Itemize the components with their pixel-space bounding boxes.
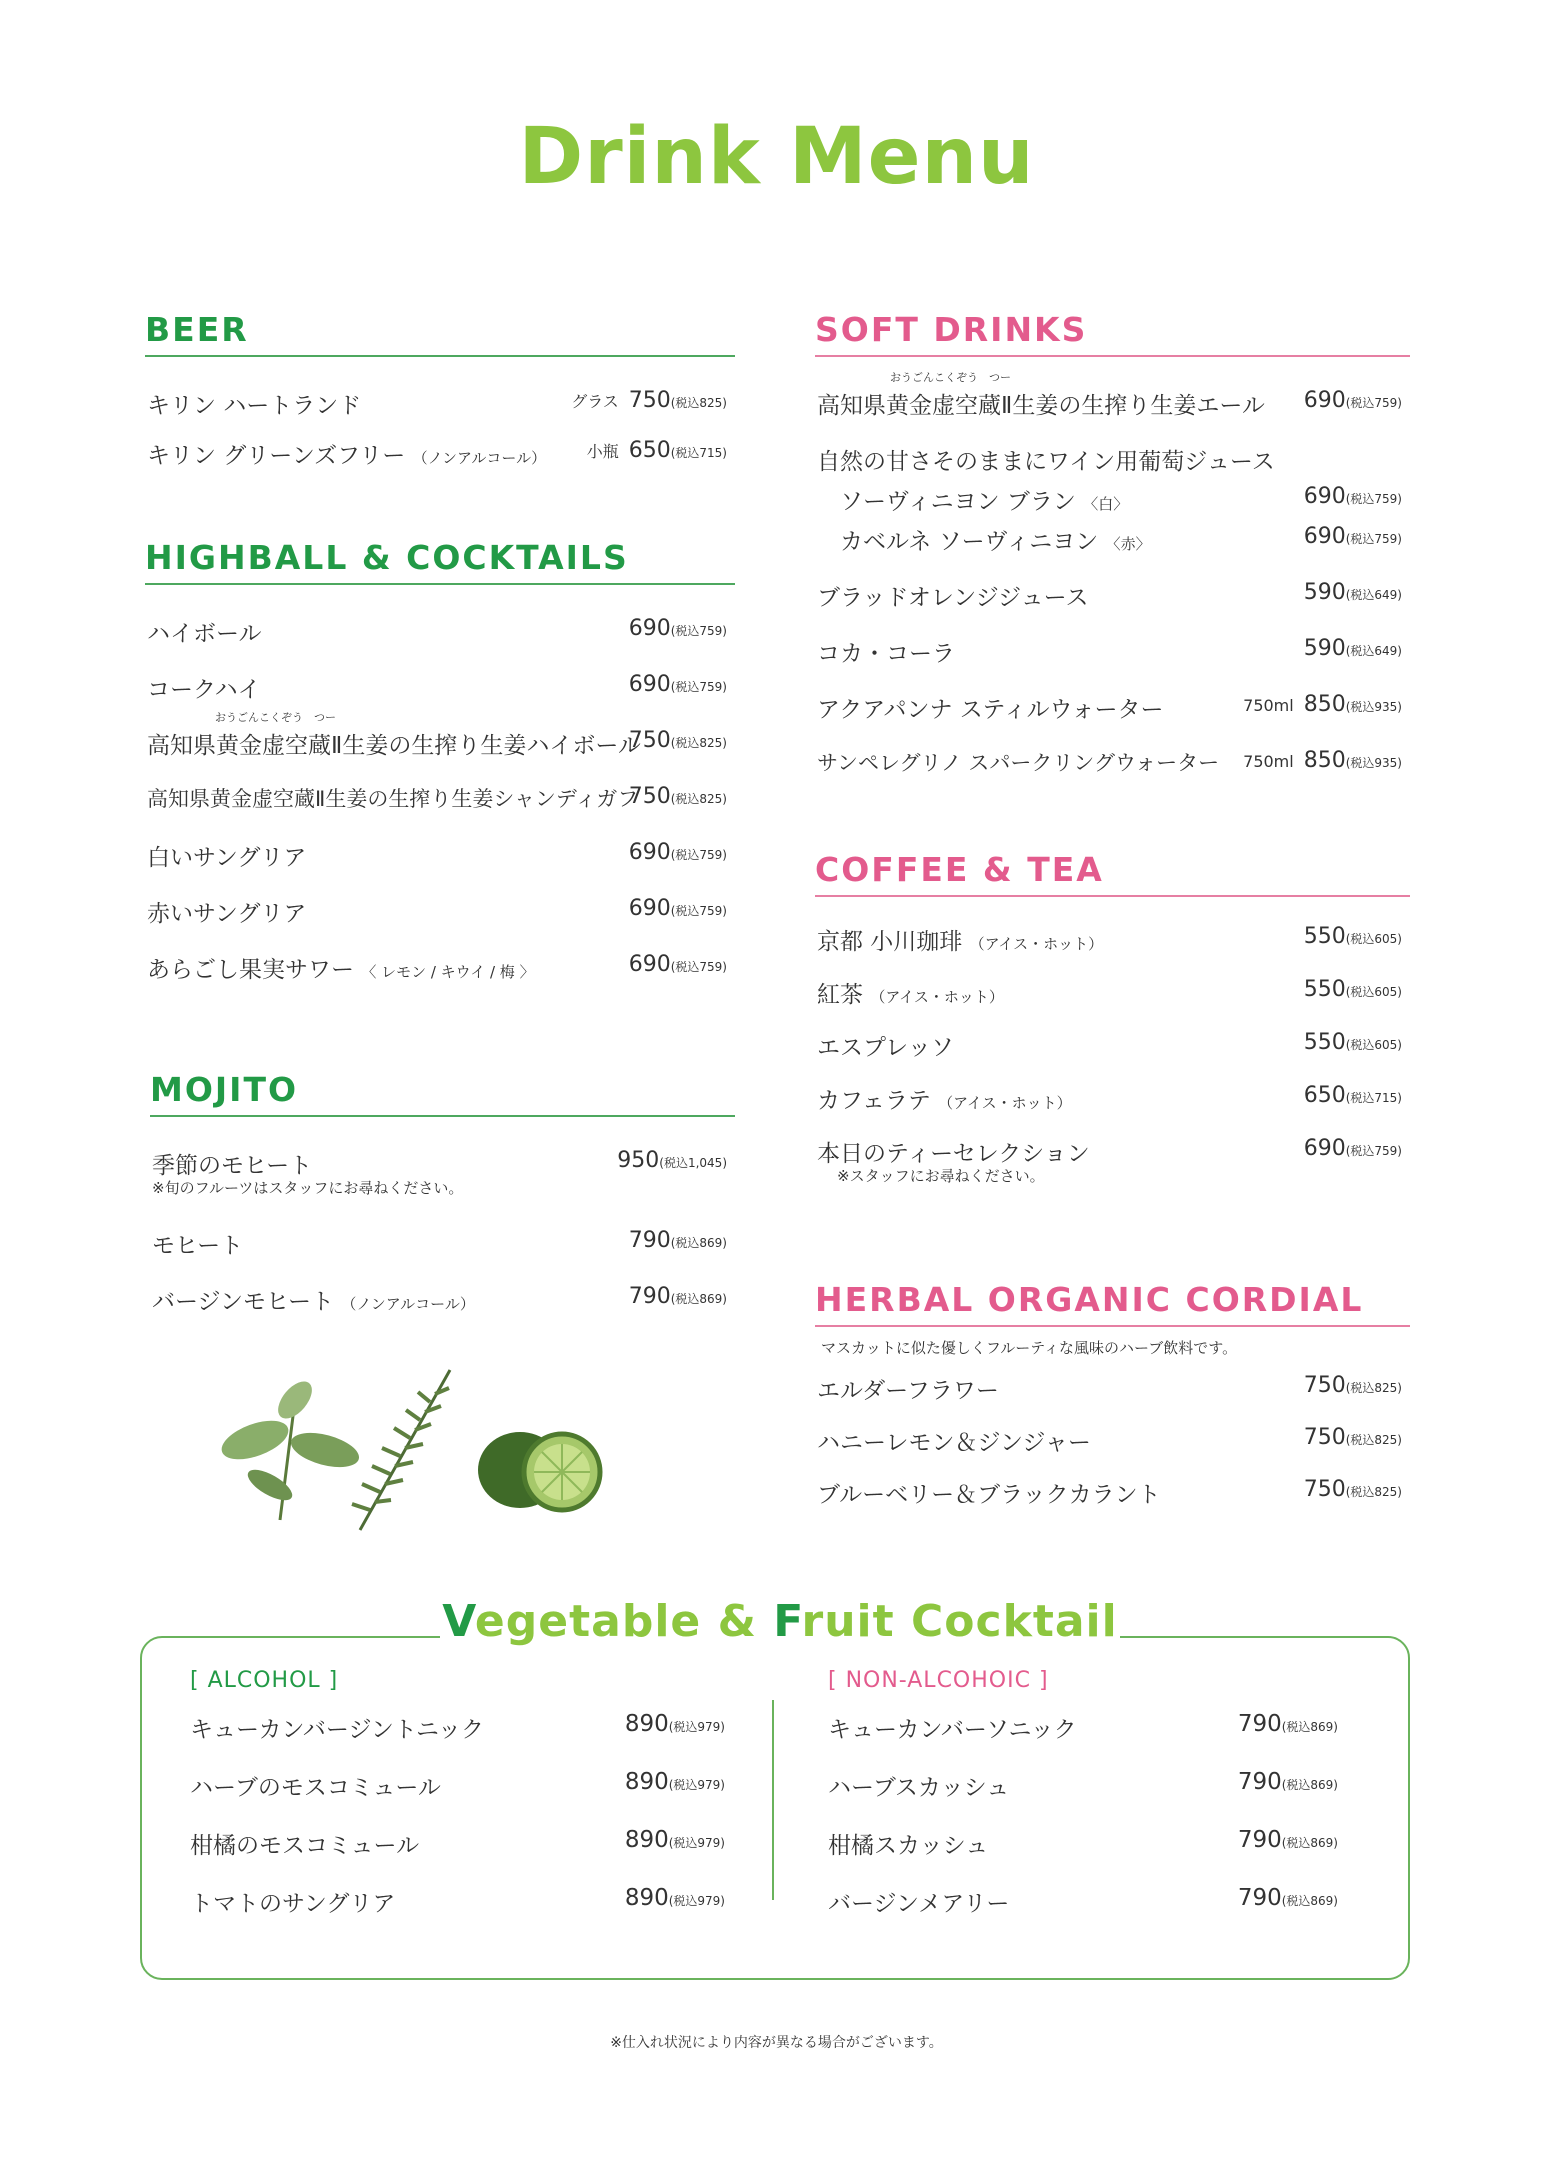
menu-row: 京都 小川珈琲 （アイス・ホット） 550(税込605) bbox=[817, 924, 1402, 955]
mojito-heading: MOJITO bbox=[150, 1070, 735, 1117]
menu-row: 紅茶 （アイス・ホット） 550(税込605) bbox=[817, 977, 1402, 1008]
menu-row: エスプレッソ 550(税込605) bbox=[817, 1030, 1402, 1061]
non-alcohol-column bbox=[828, 1668, 1338, 1943]
menu-row: サンペレグリノ スパークリングウォーター 750ml 850(税込935) bbox=[817, 748, 1402, 775]
item-price: 650 bbox=[628, 438, 671, 463]
item-tax: (税込825) bbox=[670, 396, 727, 410]
alcohol-label: [ ALCOHOL ] bbox=[190, 1668, 339, 1693]
menu-row: おうごんこくぞう つー 高知県黄金虚空蔵Ⅱ生姜の生搾り生姜ハイボール 750(税込825) bbox=[147, 711, 727, 759]
coffee-tea-section bbox=[815, 850, 1410, 1205]
menu-row bbox=[145, 387, 735, 437]
footer-note: ※仕入れ状況により内容が異なる場合がございます。 bbox=[610, 2035, 943, 2051]
mint-icon bbox=[217, 1375, 363, 1520]
menu-row: おうごんこくぞう つー 高知県黄金虚空蔵Ⅱ生姜の生搾り生姜エール 690(税込759) bbox=[817, 371, 1402, 419]
menu-row: キューカンバージントニック 890(税込979) bbox=[190, 1711, 725, 1743]
lime-icon bbox=[478, 1432, 600, 1510]
menu-row: ハーブスカッシュ 790(税込869) bbox=[828, 1769, 1338, 1801]
menu-row: 本日のティーセレクション ※スタッフにお尋ねください。 690(税込759) bbox=[817, 1136, 1402, 1185]
item-subnote: ※旬のフルーツはスタッフにお尋ねください。 bbox=[152, 1179, 464, 1197]
soft-drinks-section bbox=[815, 310, 1410, 803]
menu-row: 赤いサングリア 690(税込759) bbox=[147, 896, 727, 927]
highball-heading: HIGHBALL & COCKTAILS bbox=[145, 538, 735, 585]
menu-row: キューカンバーソニック 790(税込869) bbox=[828, 1711, 1338, 1743]
cordial-section bbox=[815, 1280, 1410, 1528]
cordial-description: マスカットに似た優しくフルーティな風味のハーブ飲料です。 bbox=[821, 1339, 1238, 1357]
menu-row: バージンメアリー 790(税込869) bbox=[828, 1885, 1338, 1917]
item-tax: (税込715) bbox=[670, 446, 727, 460]
cordial-heading: HERBAL ORGANIC CORDIAL bbox=[815, 1280, 1410, 1327]
coffee-tea-heading: COFFEE & TEA bbox=[815, 850, 1410, 897]
item-unit: 小瓶 bbox=[586, 442, 619, 461]
menu-row: 白いサングリア 690(税込759) bbox=[147, 840, 727, 871]
beer-heading: BEER bbox=[145, 310, 735, 357]
menu-row: ハイボール 690(税込759) bbox=[147, 616, 727, 647]
menu-row: カベルネ ソーヴィニヨン 〈赤〉 690(税込759) bbox=[817, 524, 1402, 555]
menu-row: ブラッドオレンジジュース 590(税込649) bbox=[817, 580, 1402, 611]
item-price: 750 bbox=[628, 388, 671, 413]
menu-row: ハーブのモスコミュール 890(税込979) bbox=[190, 1769, 725, 1801]
soft-drinks-heading: SOFT DRINKS bbox=[815, 310, 1410, 357]
menu-row: ブルーベリー＆ブラックカラント 750(税込825) bbox=[817, 1477, 1402, 1508]
menu-row: あらごし果実サワー 〈 レモン / キウイ / 梅 〉 690(税込759) bbox=[147, 952, 727, 983]
herb-illustration bbox=[200, 1360, 620, 1540]
menu-row: エルダーフラワー 750(税込825) bbox=[817, 1373, 1402, 1404]
ruby-text: おうごんこくぞう つー bbox=[215, 711, 336, 724]
menu-row: カフェラテ （アイス・ホット） 650(税込715) bbox=[817, 1083, 1402, 1114]
highball-section bbox=[145, 538, 735, 1007]
alcohol-column bbox=[190, 1668, 725, 1943]
item-subnote: ※スタッフにお尋ねください。 bbox=[837, 1167, 1045, 1185]
rosemary-icon bbox=[352, 1370, 450, 1530]
column-divider bbox=[772, 1700, 774, 1900]
menu-row: 季節のモヒート ※旬のフルーツはスタッフにお尋ねください。 950(税込1,045) bbox=[152, 1148, 727, 1197]
menu-row: キリン グリーンズフリー （ノンアルコール） 小瓶 650(税込715) bbox=[147, 438, 727, 469]
menu-row: 柑橘スカッシュ 790(税込869) bbox=[828, 1827, 1338, 1859]
veg-fruit-title: Vegetable & Fruit Cocktail bbox=[440, 1596, 1120, 1647]
item-unit: グラス bbox=[571, 392, 619, 411]
menu-row: 高知県黄金虚空蔵Ⅱ生姜の生搾り生姜シャンディガフ 750(税込825) bbox=[147, 784, 727, 811]
ruby-text: おうごんこくぞう つー bbox=[890, 371, 1011, 384]
item-name: キリン ハートランド bbox=[147, 393, 362, 419]
menu-row: トマトのサングリア 890(税込979) bbox=[190, 1885, 725, 1917]
menu-row: 自然の甘さそのままにワイン用葡萄ジュース bbox=[817, 449, 1275, 475]
mojito-section bbox=[150, 1070, 735, 1339]
menu-row: ソーヴィニヨン ブラン 〈白〉 690(税込759) bbox=[817, 484, 1402, 515]
menu-row: ハニーレモン＆ジンジャー 750(税込825) bbox=[817, 1425, 1402, 1456]
menu-row: バージンモヒート （ノンアルコール） 790(税込869) bbox=[152, 1284, 727, 1315]
non-alcohol-label: [ NON-ALCOHOIC ] bbox=[828, 1668, 1049, 1693]
beer-section bbox=[145, 310, 735, 487]
menu-row: アクアパンナ スティルウォーター 750ml 850(税込935) bbox=[817, 692, 1402, 723]
menu-row: モヒート 790(税込869) bbox=[152, 1228, 727, 1259]
menu-row: 柑橘のモスコミュール 890(税込979) bbox=[190, 1827, 725, 1859]
menu-row: コカ・コーラ 590(税込649) bbox=[817, 636, 1402, 667]
page-title: Drink Menu bbox=[518, 112, 1035, 202]
item-name: キリン グリーンズフリー bbox=[147, 443, 406, 469]
menu-row: コークハイ 690(税込759) bbox=[147, 672, 727, 703]
